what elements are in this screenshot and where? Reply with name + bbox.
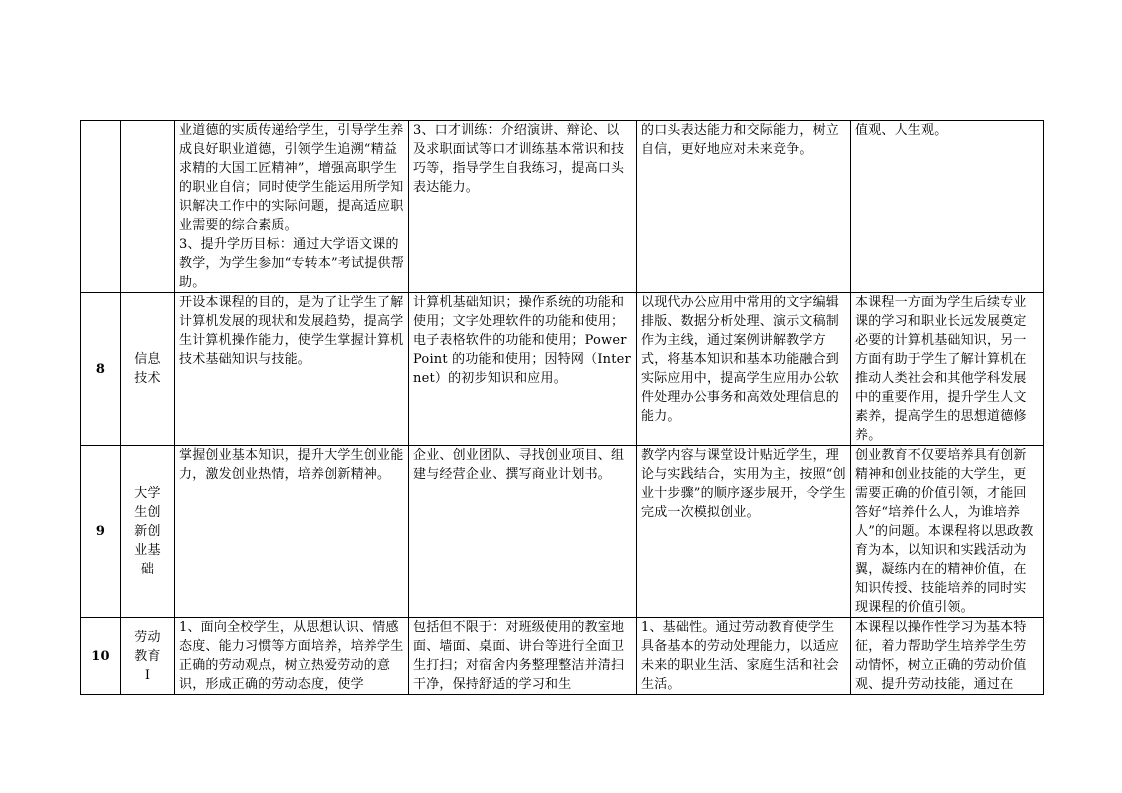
course-name: 信息 技术: [121, 293, 175, 446]
teaching-method: 以现代办公应用中常用的文字编辑排版、数据分析处理、演示文稿制作为主线，通过案例讲解教学方式，将基本知识和基本功能融合到实际应用中，提高学生应用办公软件处理办公事务和高效处理信息的能力。: [637, 293, 851, 446]
ideological-element: 创业教育不仅要培养具有创新精神和创业技能的大学生，更需要正确的价值引领，才能回答好“培养什么人，为谁培养人”的问题。本课程将以思政教育为本，以知识和实践活动为翼，凝练内在的精神价值，在知识传授、技能培养的同时实现课程的价值引领。: [851, 446, 1044, 618]
table-row: [81, 293, 1044, 446]
course-objective: 掌握创业基本知识，提升大学生创业能力，激发创业热情，培养创新精神。: [175, 446, 409, 618]
ideological-element: 本课程一方面为学生后续专业课的学习和职业长远发展奠定必要的计算机基础知识，另一方面有助于学生了解计算机在推动人类社会和其他学科发展中的重要作用，提升学生人文素养，提高学生的思想道德修养。: [851, 293, 1044, 446]
row-number: [81, 121, 121, 293]
row-number: 8: [81, 293, 121, 446]
ideological-element: 值观、人生观。: [851, 121, 1044, 293]
course-table: [80, 120, 1044, 695]
teaching-method: 的口头表达能力和交际能力，树立自信，更好地应对未来竞争。: [637, 121, 851, 293]
row-number: 10: [81, 618, 121, 695]
course-name: [121, 121, 175, 293]
row-number: 9: [81, 446, 121, 618]
teaching-method: 1、基础性。通过劳动教育使学生具备基本的劳动处理能力，以适应未来的职业生活、家庭生活和社会生活。: [637, 618, 851, 695]
teaching-method: 教学内容与课堂设计贴近学生，理论与实践结合，实用为主，按照“创业十步骤”的顺序逐步展开，令学生完成一次模拟创业。: [637, 446, 851, 618]
ideological-element: 本课程以操作性学习为基本特征，着力帮助学生培养学生劳动情怀，树立正确的劳动价值观、提升劳动技能，通过在: [851, 618, 1044, 695]
table-row: [81, 446, 1044, 618]
course-content: 包括但不限于：对班级使用的教室地面、墙面、桌面、讲台等进行全面卫生打扫；对宿舍内务整理整洁并清扫干净，保持舒适的学习和生: [409, 618, 637, 695]
course-objective: 1、面向全校学生，从思想认识、情感态度、能力习惯等方面培养，培养学生正确的劳动观点，树立热爱劳动的意识，形成正确的劳动态度，使学: [175, 618, 409, 695]
table-row: [81, 618, 1044, 695]
table-row: [81, 121, 1044, 293]
course-objective: 开设本课程的目的，是为了让学生了解计算机发展的现状和发展趋势，提高学生计算机操作能力，使学生掌握计算机技术基础知识与技能。: [175, 293, 409, 446]
course-content: 计算机基础知识；操作系统的功能和使用；文字处理软件的功能和使用；电子表格软件的功能和使用；PowerPoint 的功能和使用；因特网（Internet）的初步知识和应用。: [409, 293, 637, 446]
course-name: 大学 生创 新创 业基 础: [121, 446, 175, 618]
course-content: 企业、创业团队、寻找创业项目、组建与经营企业、撰写商业计划书。: [409, 446, 637, 618]
course-objective: 业道德的实质传递给学生，引导学生养成良好职业道德，引领学生追溯“精益求精的大国工匠精神”，增强高职学生的职业自信；同时使学生能运用所学知识解决工作中的实际问题，提高适应职业需要的综合素质。 3、提升学历目标：通过大学语文课的教学，为学生参加“专转本”考试提供帮助。: [175, 121, 409, 293]
course-name: 劳动 教育 Ⅰ: [121, 618, 175, 695]
course-content: 3、口才训练：介绍演讲、辩论、以及求职面试等口才训练基本常识和技巧等，指导学生自我练习，提高口头表达能力。: [409, 121, 637, 293]
